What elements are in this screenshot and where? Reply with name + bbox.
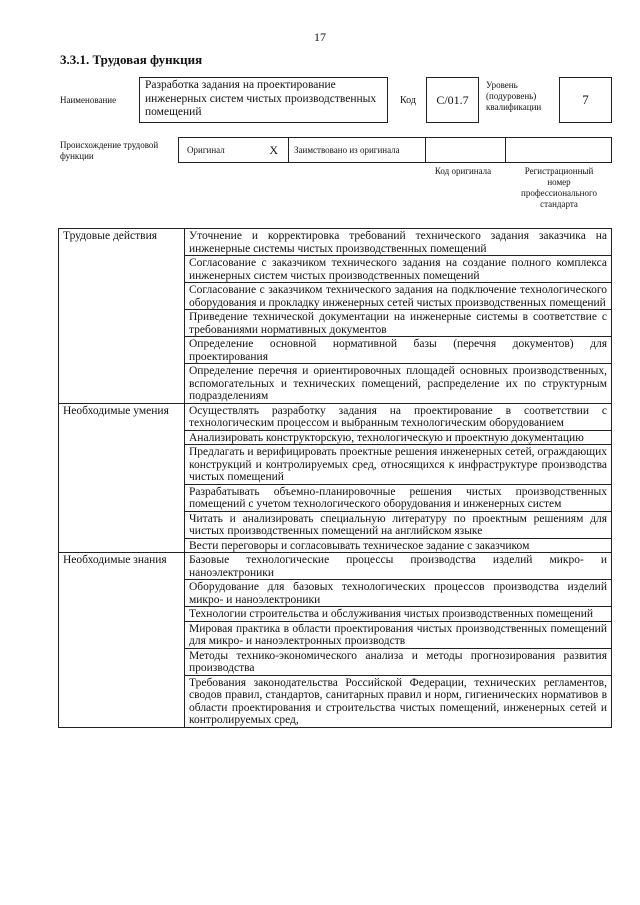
section-item: Мировая практика в области проектирования чистых производственных помещений для микро- и наноэлектронных производств (185, 621, 612, 648)
origin-original-cell (179, 138, 289, 162)
original-mark: X (269, 142, 278, 157)
section-item: Читать и анализировать специальную литературу по проектным решениям для чистых производственных помещений на английском языке (185, 511, 612, 538)
level-label: Уровень (подуровень) квалификации (486, 80, 542, 112)
table-row (59, 553, 612, 580)
origin-code-cell (426, 138, 506, 162)
section-item: Оборудование для базовых технологических процессов производства изделий микро- и наноэлектроники (185, 580, 612, 607)
origin-reg-cell (506, 138, 611, 162)
reg-number-label: Регистрационный номер профессионального стандарта (521, 166, 597, 209)
level-value: 7 (559, 77, 612, 123)
section-item: Приведение технической документации на инженерные системы в соответствие с требованиями нормативных документов (185, 310, 612, 337)
section-item: Вести переговоры и согласовывать техническое задание с заказчиком (185, 538, 612, 553)
borrowed-label: Заимствовано из оригинала (294, 145, 400, 155)
function-details-table (58, 228, 612, 728)
section-title-cell: Трудовые действия (59, 229, 185, 404)
code-original-label: Код оригинала (434, 166, 492, 176)
original-label: Оригинал (187, 145, 225, 155)
section-item: Разрабатывать объемно-планировочные решения чистых производственных помещений с учетом технологического оборудования и инженерных систем (185, 484, 612, 511)
table-row (59, 403, 612, 430)
function-name-box: Разработка задания на проектирование инженерных систем чистых производственных помещений (139, 77, 388, 123)
page-number: 17 (314, 30, 326, 44)
section-item: Базовые технологические процессы производства изделий микро- и наноэлектроники (185, 553, 612, 580)
section-item: Уточнение и корректировка требований технического задания заказчика на инженерные системы чистых производственных помещений (185, 229, 612, 256)
section-item: Предлагать и верифицировать проектные решения инженерных сетей, ограждающих конструкций и контролируемых сред, относящихся к инфраструктуре производства чистых помещений (185, 445, 612, 485)
code-label: Код (400, 95, 416, 106)
section-item: Согласование с заказчиком технического задания на создание полного комплекса инженерных систем чистых производственных помещений (185, 256, 612, 283)
section-item: Определение перечня и ориентировочных площадей основных производственных, вспомогательных и технических помещений, распределение их по структурным подразделениям (185, 364, 612, 404)
origin-row (178, 137, 612, 163)
section-item: Определение основной нормативной базы (перечня документов) для проектирования (185, 337, 612, 364)
table-row (59, 229, 612, 256)
section-title-cell: Необходимые знания (59, 553, 185, 728)
section-title: 3.3.1. Трудовая функция (60, 52, 203, 67)
section-item: Методы технико-экономического анализа и методы прогнозирования развития производства (185, 648, 612, 675)
section-item: Осуществлять разработку задания на проектирование в соответствии с технологическим процессом и выбранным технологическим оборудованием (185, 403, 612, 430)
code-value: С/01.7 (426, 77, 479, 123)
section-item: Анализировать конструкторскую, технологическую и проектную документацию (185, 430, 612, 445)
origin-label: Происхождение трудовой функции (60, 140, 159, 161)
section-item: Требования законодательства Российской Федерации, технических регламентов, сводов правил, стандартов, санитарных правил и норм, гигиенических нормативов в области проектирования и строительства чистых помещений, инженерных сетей и контролируемых сред, (185, 675, 612, 727)
section-item: Согласование с заказчиком технического задания на подключение технологического оборудования и прокладку инженерных сетей чистых производственных помещений (185, 283, 612, 310)
section-title-cell: Необходимые умения (59, 403, 185, 553)
origin-borrowed-cell (289, 138, 426, 162)
section-item: Технологии строительства и обслуживания чистых производственных помещений (185, 607, 612, 622)
name-label: Наименование (60, 95, 117, 105)
